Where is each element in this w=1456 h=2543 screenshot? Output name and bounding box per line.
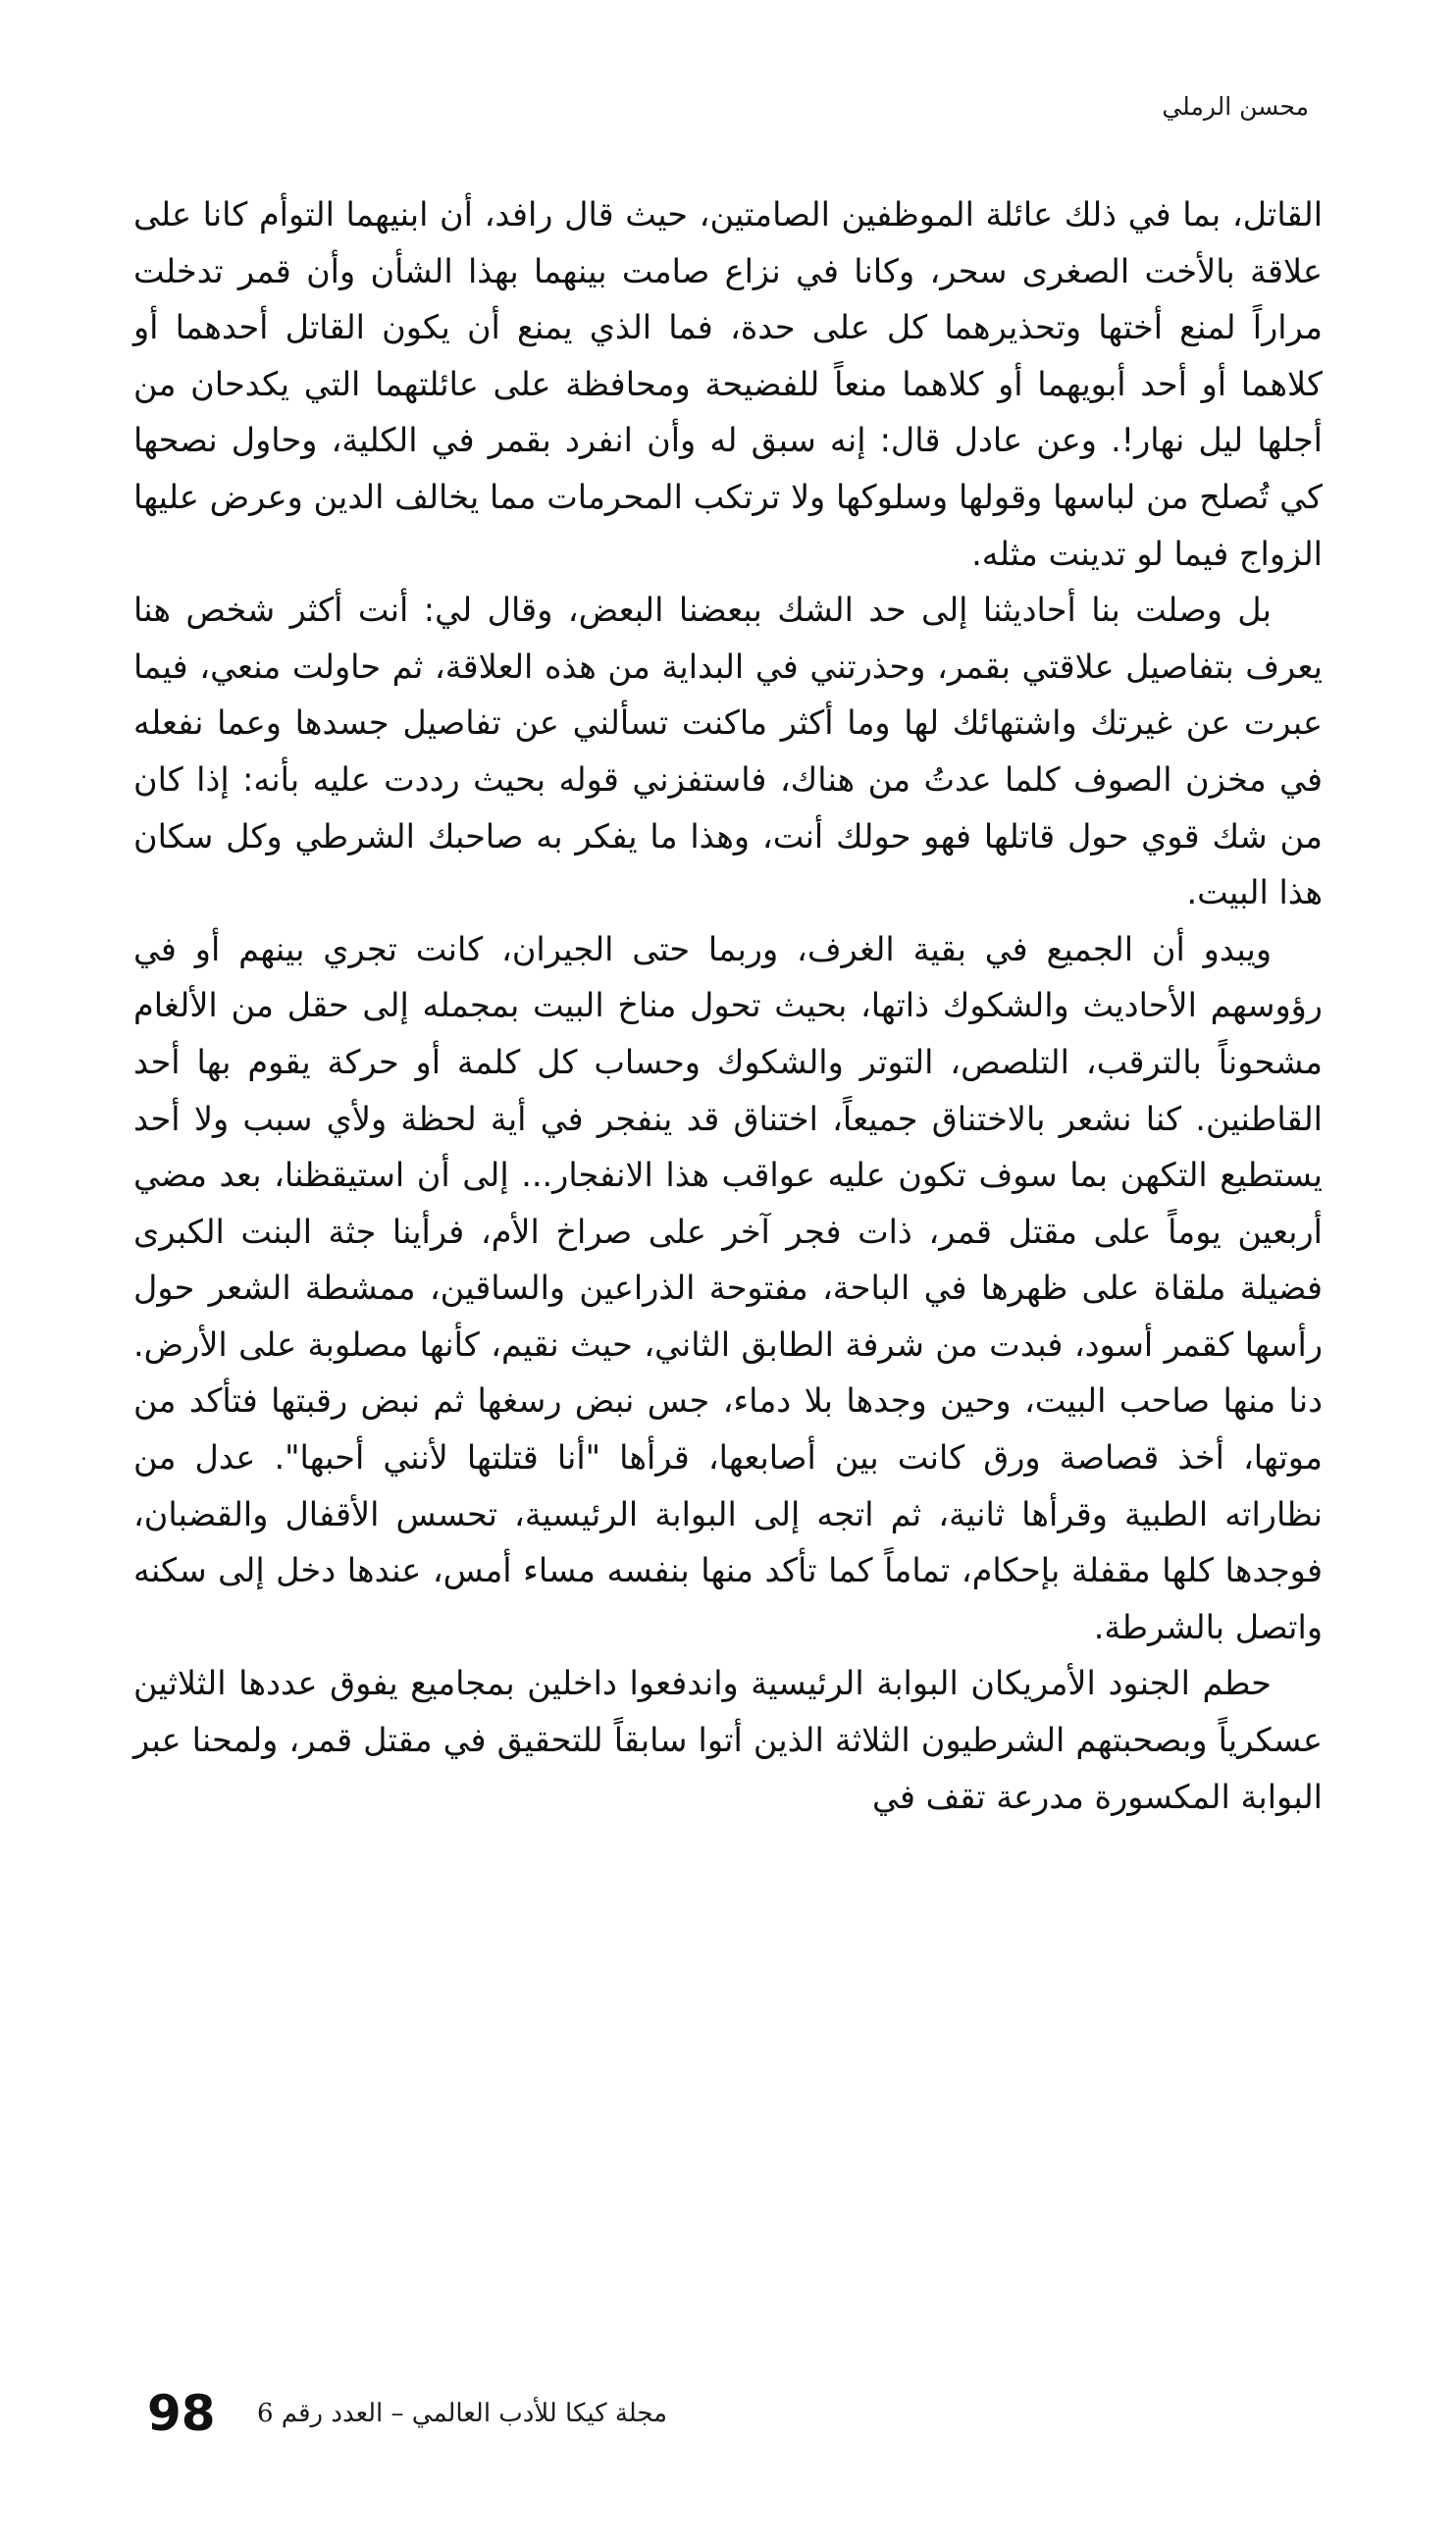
- paragraph-2: بل وصلت بنا أحاديثنا إلى حد الشك ببعضنا البعض، وقال لي: أنت أكثر شخص هنا يعرف بتفاصيل علاقتي بقمر، وحذرتني في البداية من هذه العلاقة، ثم حاولت منعي، فيما عبرت عن غيرتك واشتهائك لها وما أكثر ماكنت تسألني عن تفاصيل جسدها وعما نفعله في مخزن الصوف كلما عدتُ من هناك، فاستفزني قوله بحيث رددت عليه بأنه: إذا كان من شك قوي حول قاتلها فهو حولك أنت، وهذا ما يفكر به صاحبك الشرطي وكل سكان هذا البيت.: [133, 591, 1323, 912]
- page-footer: [147, 2384, 1323, 2443]
- paragraph-4: حطم الجنود الأمريكان البوابة الرئيسية واندفعوا داخلين بمجاميع يفوق عددها الثلاثين عسكرياً وبصحبتهم الشرطيون الثلاثة الذين أتوا سابقاً للتحقيق في مقتل قمر، ولمحنا عبر البوابة المكسورة مدرعة تقف في: [133, 1664, 1323, 1816]
- paragraph-3: ويبدو أن الجميع في بقية الغرف، وربما حتى الجيران، كانت تجري بينهم أو في رؤوسهم الأحاديث والشكوك ذاتها، بحيث تحول مناخ البيت بمجمله إلى حقل من الألغام مشحوناً بالترقب، التلصص، التوتر والشكوك وحساب كل كلمة أو حركة يقوم بها أحد القاطنين. كنا نشعر بالاختناق جميعاً، اختناق قد ينفجر في أية لحظة ولأي سبب ولا أحد يستطيع التكهن بما سوف تكون عليه عواقب هذا الانفجار... إلى أن استيقظنا، بعد مضي أربعين يوماً على مقتل قمر، ذات فجر آخر على صراخ الأم، فرأينا جثة البنت الكبرى فضيلة ملقاة على ظهرها في الباحة، مفتوحة الذراعين والساقين، ممشطة الشعر حول رأسها كقمر أسود، فبدت من شرفة الطابق الثاني، حيث نقيم، كأنها مصلوبة على الأرض. دنا منها صاحب البيت، وحين وجدها بلا دماء، جس نبض رسغها ثم نبض رقبتها فتأكد من موتها، أخذ قصاصة ورق كانت بين أصابعها، قرأها "أنا قتلتها لأنني أحبها". عدل من نظاراته الطبية وقرأها ثانية، ثم اتجه إلى البوابة الرئيسية، تحسس الأقفال والقضبان، فوجدها كلها مقفلة بإحكام، تماماً كما تأكد منها بنفسه مساء أمس، عندها دخل إلى سكنه واتصل بالشرطة.: [133, 929, 1323, 1646]
- journal-issue-line: مجلة كيكا للأدب العالمي – العدد رقم 6: [257, 2399, 668, 2428]
- paragraph-1: القاتل، بما في ذلك عائلة الموظفين الصامتين، حيث قال رافد، أن ابنيهما التوأم كانا على علاقة بالأخت الصغرى سحر، وكانا في نزاع صامت بينهما بهذا الشأن وأن قمر تدخلت مراراً لمنع أختها وتحذيرهما كل على حدة، فما الذي يمنع أن يكون القاتل أحدهما أو كلاهما أو أحد أبويهما أو كلاهما منعاً للفضيحة ومحافظة على عائلتهما التي يكدحان من أجلها ليل نهار!. وعن عادل قال: إنه سبق له وأن انفرد بقمر في الكلية، وحاول نصحها كي تُصلح من لباسها وقولها وسلوكها ولا ترتكب المحرمات مما يخالف الدين وعرض عليها الزواج فيما لو تدينت مثله.: [133, 195, 1323, 573]
- running-header-author: محسن الرملي: [1162, 92, 1309, 121]
- page-number: 98: [147, 2385, 216, 2442]
- article-body: [133, 186, 1323, 1825]
